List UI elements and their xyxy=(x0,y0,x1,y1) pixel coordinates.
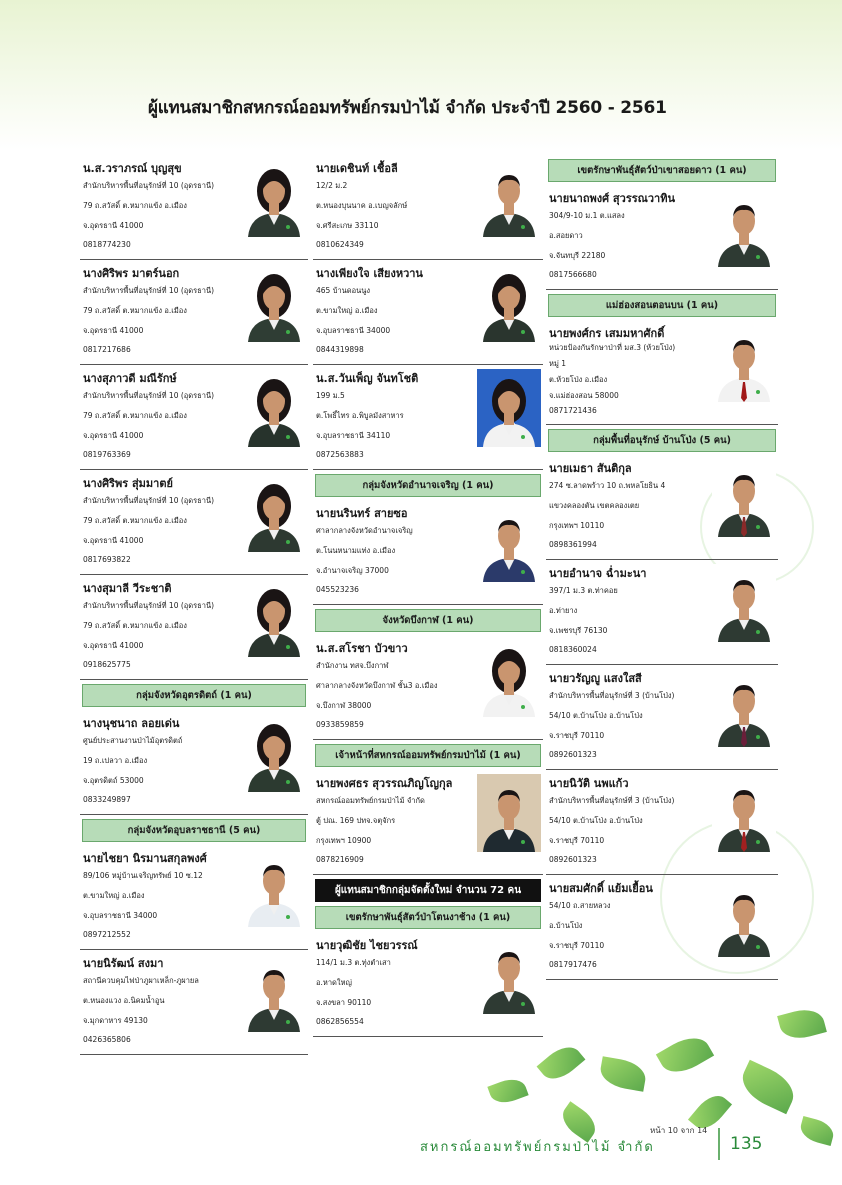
portrait-photo xyxy=(712,324,776,402)
member-phone: 0833249897 xyxy=(83,795,131,804)
portrait-photo xyxy=(712,459,776,537)
member-address-line: 54/10 ถ.สายหลวง xyxy=(549,901,611,910)
member-address-line: อ.สอยดาว xyxy=(549,231,583,240)
section-header: แม่ฮ่องสอนตอนบน (1 คน) xyxy=(548,294,776,317)
member-address-line: อ.หาดใหญ่ xyxy=(316,978,352,987)
member-address-line: สำนักงาน ทสจ.บึงกาฬ xyxy=(316,661,389,670)
decor-leaf xyxy=(487,1075,528,1108)
member-card xyxy=(80,710,308,815)
member-address-line: จ.อุดรธานี 41000 xyxy=(83,641,144,650)
member-address-line: 79 ถ.สวัสดิ์ ต.หมากแข้ง อ.เมือง xyxy=(83,201,187,210)
portrait-photo xyxy=(242,849,306,927)
section-header: เขตรักษาพันธุ์สัตว์ป่าโตนงาช้าง (1 คน) xyxy=(315,906,541,929)
column-left xyxy=(80,155,308,1055)
portrait-photo xyxy=(242,714,306,792)
page-counter: หน้า 10 จาก 14 xyxy=(650,1126,708,1135)
member-card xyxy=(313,155,543,260)
member-address-line: สำนักบริหารพื้นที่อนุรักษ์ที่ 3 (บ้านโป่ง) xyxy=(549,691,675,700)
member-phone: 0817217686 xyxy=(83,345,131,354)
portrait-photo xyxy=(477,936,541,1014)
member-name: นางศิริพร สุ่มมาตย์ xyxy=(83,477,173,490)
member-address-line: จ.อุดรธานี 41000 xyxy=(83,326,144,335)
member-address-line: ต.โนนหนามแท่ง อ.เมือง xyxy=(316,546,396,555)
member-address-line: ศูนย์ประสานงานป่าไม้อุตรดิตถ์ xyxy=(83,736,183,745)
member-card xyxy=(313,932,543,1037)
member-phone: 0878216909 xyxy=(316,855,364,864)
member-phone: 0933859859 xyxy=(316,720,364,729)
column-right xyxy=(546,155,778,980)
member-address-line: จ.บึงกาฬ 38000 xyxy=(316,701,372,710)
footer-org-name: สหกรณ์ออมทรัพย์กรมป่าไม้ จำกัด xyxy=(420,1140,655,1155)
member-name: นายพงศธร สุวรรณภิญโญกุล xyxy=(316,777,453,790)
member-address-line: สำนักบริหารพื้นที่อนุรักษ์ที่ 10 (อุดรธานี) xyxy=(83,391,215,400)
portrait-photo xyxy=(477,504,541,582)
member-address-line: กรุงเทพฯ 10110 xyxy=(549,521,605,530)
member-address-line: 12/2 ม.2 xyxy=(316,181,348,190)
portrait-photo xyxy=(242,474,306,552)
member-name: นายวรัญญู แสงใสสี xyxy=(549,672,642,685)
member-address-line: 304/9-10 ม.1 ต.แสลง xyxy=(549,211,625,220)
member-address-line: จ.ราชบุรี 70110 xyxy=(549,836,605,845)
member-card xyxy=(313,260,543,365)
member-card xyxy=(546,320,778,425)
portrait-photo xyxy=(712,189,776,267)
member-address-line: สถานีควบคุมไฟป่าภูผาเหล็ก-ภูผายล xyxy=(83,976,199,985)
member-address-line: สำนักบริหารพื้นที่อนุรักษ์ที่ 10 (อุดรธานี) xyxy=(83,181,215,190)
member-address-line: 54/10 ต.บ้านโป่ง อ.บ้านโป่ง xyxy=(549,816,643,825)
member-address-line: จ.มุกดาหาร 49130 xyxy=(83,1016,148,1025)
member-address-line: หมู่ 1 xyxy=(549,359,567,368)
section-header: กลุ่มจังหวัดอุตรดิตถ์ (1 คน) xyxy=(82,684,306,707)
member-phone: 0892601323 xyxy=(549,855,597,864)
member-address-line: จ.เพชรบุรี 76130 xyxy=(549,626,608,635)
member-address-line: 114/1 ม.3 ต.ทุ่งตำเสา xyxy=(316,958,391,967)
member-address-line: ต.ห้วยโป่ง อ.เมือง xyxy=(549,375,608,384)
member-address-line: 397/1 ม.3 ต.ท่าคอย xyxy=(549,586,618,595)
member-address-line: จ.ศรีสะเกษ 33110 xyxy=(316,221,379,230)
portrait-photo xyxy=(712,564,776,642)
member-address-line: จ.อุดรธานี 41000 xyxy=(83,536,144,545)
member-name: นายนิรัฒน์ สงมา xyxy=(83,957,164,970)
member-address-line: สำนักบริหารพื้นที่อนุรักษ์ที่ 10 (อุดรธานี) xyxy=(83,496,215,505)
portrait-photo xyxy=(477,639,541,717)
member-card xyxy=(80,950,308,1055)
member-address-line: สำนักบริหารพื้นที่อนุรักษ์ที่ 10 (อุดรธานี) xyxy=(83,601,215,610)
member-phone: 0892601323 xyxy=(549,750,597,759)
member-name: นายสมศักดิ์ แย้มเยื้อน xyxy=(549,882,653,895)
section-header: เขตรักษาพันธุ์สัตว์ป่าเขาสอยดาว (1 คน) xyxy=(548,159,776,182)
member-card xyxy=(313,635,543,740)
member-address-line: จ.อุดรธานี 41000 xyxy=(83,221,144,230)
portrait-photo xyxy=(477,159,541,237)
portrait-photo xyxy=(242,159,306,237)
member-phone: 0810624349 xyxy=(316,240,364,249)
member-name: นายพงศ์กร เสมมหาศักดิ์ xyxy=(549,327,665,340)
portrait-photo xyxy=(477,264,541,342)
section-header: เจ้าหน้าที่สหกรณ์ออมทรัพย์กรมป่าไม้ (1 คน) xyxy=(315,744,541,767)
decor-leaf xyxy=(777,1005,827,1043)
member-address-line: หน่วยป้องกันรักษาป่าที่ มส.3 (ห้วยโป่ง) xyxy=(549,343,676,352)
member-phone: 0918625775 xyxy=(83,660,131,669)
member-phone: 0844319898 xyxy=(316,345,364,354)
member-address-line: ศาลากลางจังหวัดบึงกาฬ ชั้น3 อ.เมือง xyxy=(316,681,438,690)
page-number: 135 xyxy=(730,1134,763,1154)
member-name: น.ส.วราภรณ์ บุญสุข xyxy=(83,162,182,175)
decor-leaf xyxy=(798,1116,837,1146)
member-name: นายนิวัติ นพแก้ว xyxy=(549,777,629,790)
portrait-photo xyxy=(242,369,306,447)
portrait-photo xyxy=(242,579,306,657)
member-name: นางสุมาลี วีระชาติ xyxy=(83,582,172,595)
section-header: กลุ่มจังหวัดอุบลราชธานี (5 คน) xyxy=(82,819,306,842)
member-phone: 045523236 xyxy=(316,585,359,594)
member-phone: 0426365806 xyxy=(83,1035,131,1044)
member-address-line: 465 บ้านดอนนูง xyxy=(316,286,371,295)
member-address-line: สำนักบริหารพื้นที่อนุรักษ์ที่ 10 (อุดรธานี) xyxy=(83,286,215,295)
member-name: น.ส.สโรชา บัวขาว xyxy=(316,642,408,655)
member-address-line: ต.ขามใหญ่ อ.เมือง xyxy=(316,306,378,315)
portrait-photo xyxy=(477,369,541,447)
member-address-line: 79 ถ.สวัสดิ์ ต.หมากแข้ง อ.เมือง xyxy=(83,621,187,630)
member-name: นางนุชนาถ ลอยเด่น xyxy=(83,717,180,730)
member-address-line: สำนักบริหารพื้นที่อนุรักษ์ที่ 3 (บ้านโป่ง) xyxy=(549,796,675,805)
member-phone: 0819763369 xyxy=(83,450,131,459)
section-header: ผู้แทนสมาชิกกลุ่มจัดตั้งใหม่ จำนวน 72 คน xyxy=(315,879,541,902)
member-address-line: สหกรณ์ออมทรัพย์กรมป่าไม้ จำกัด xyxy=(316,796,425,805)
member-address-line: จ.ราชบุรี 70110 xyxy=(549,731,605,740)
member-address-line: กรุงเทพฯ 10900 xyxy=(316,836,372,845)
member-address-line: อ.ท่ายาง xyxy=(549,606,578,615)
member-address-line: จ.อุบลราชธานี 34000 xyxy=(83,911,158,920)
member-phone: 0897212552 xyxy=(83,930,131,939)
member-address-line: จ.อุดรธานี 41000 xyxy=(83,431,144,440)
member-address-line: แขวงคลองตัน เขตคลองเตย xyxy=(549,501,640,510)
member-name: นายอำนาจ ฉ่ำมะนา xyxy=(549,567,647,580)
column-middle xyxy=(313,155,543,1037)
decor-leaf xyxy=(656,1030,714,1081)
member-phone: 0872563883 xyxy=(316,450,364,459)
member-phone: 0818774230 xyxy=(83,240,131,249)
member-address-line: ต.หนองแวง อ.นิคมน้ำอูน xyxy=(83,996,165,1005)
member-name: นางศิริพร มาตร์นอก xyxy=(83,267,180,280)
member-address-line: ต.หนองบุนนาค อ.เบญจลักษ์ xyxy=(316,201,408,210)
member-address-line: 19 ถ.เปลวา อ.เมือง xyxy=(83,756,148,765)
portrait-photo xyxy=(242,264,306,342)
member-address-line: 79 ถ.สวัสดิ์ ต.หมากแข้ง อ.เมือง xyxy=(83,306,187,315)
member-phone: 0862856554 xyxy=(316,1017,364,1026)
portrait-photo xyxy=(712,879,776,957)
member-address-line: จ.อุบลราชธานี 34000 xyxy=(316,326,391,335)
member-address-line: อ.บ้านโป่ง xyxy=(549,921,583,930)
portrait-photo xyxy=(477,774,541,852)
page-title: ผู้แทนสมาชิกสหกรณ์ออมทรัพย์กรมป่าไม้ จำกัด ประจำปี 2560 - 2561 xyxy=(148,98,667,118)
member-card xyxy=(546,665,778,770)
member-address-line: 89/106 หมู่บ้านเจริญทรัพย์ 10 ซ.12 xyxy=(83,871,203,880)
member-name: นางสุภาวดี มณีรักษ์ xyxy=(83,372,177,385)
member-name: นางเพียงใจ เสียงหวาน xyxy=(316,267,423,280)
member-name: นายเดชินท์ เชื้อลี xyxy=(316,162,398,175)
member-address-line: จ.อุบลราชธานี 34110 xyxy=(316,431,391,440)
section-header: กลุ่มจังหวัดอำนาจเจริญ (1 คน) xyxy=(315,474,541,497)
member-phone: 0898361994 xyxy=(549,540,597,549)
member-address-line: จ.ราชบุรี 70110 xyxy=(549,941,605,950)
member-phone: 0818360024 xyxy=(549,645,597,654)
member-name: นายนรินทร์ สายซอ xyxy=(316,507,408,520)
decor-leaf xyxy=(537,1040,586,1087)
member-address-line: ศาลากลางจังหวัดอำนาจเจริญ xyxy=(316,526,413,535)
member-card xyxy=(546,770,778,875)
member-card xyxy=(546,875,778,980)
member-card xyxy=(80,845,308,950)
member-address-line: 79 ถ.สวัสดิ์ ต.หมากแข้ง อ.เมือง xyxy=(83,411,187,420)
member-address-line: จ.อุตรดิตถ์ 53000 xyxy=(83,776,144,785)
member-card xyxy=(80,365,308,470)
member-card xyxy=(80,470,308,575)
portrait-photo xyxy=(242,954,306,1032)
member-card xyxy=(546,455,778,560)
member-phone: 0817566680 xyxy=(549,270,597,279)
portrait-photo xyxy=(712,669,776,747)
member-card xyxy=(80,155,308,260)
member-card xyxy=(80,260,308,365)
member-card xyxy=(313,770,543,875)
member-name: น.ส.วันเพ็ญ จันทโชติ xyxy=(316,372,419,385)
member-address-line: 54/10 ต.บ้านโป่ง อ.บ้านโป่ง xyxy=(549,711,643,720)
member-phone: 0817693822 xyxy=(83,555,131,564)
member-phone: 0817917476 xyxy=(549,960,597,969)
member-address-line: 79 ถ.สวัสดิ์ ต.หมากแข้ง อ.เมือง xyxy=(83,516,187,525)
section-header: จังหวัดบึงกาฬ (1 คน) xyxy=(315,609,541,632)
member-phone: 0871721436 xyxy=(549,406,597,415)
member-card xyxy=(313,500,543,605)
member-address-line: 199 ม.5 xyxy=(316,391,345,400)
member-address-line: จ.แม่ฮ่องสอน 58000 xyxy=(549,391,619,400)
member-address-line: ต.โพธิ์ไทร อ.พิบูลมังสาหาร xyxy=(316,411,404,420)
member-address-line: ตู้ ปณ. 169 ปทจ.จตุจักร xyxy=(316,816,396,825)
member-name: นายเมธา สันติกุล xyxy=(549,462,632,475)
decor-leaf xyxy=(598,1056,648,1092)
footer-divider xyxy=(718,1128,720,1160)
member-card xyxy=(546,185,778,290)
member-name: นายนาถพงศ์ สุวรรณวาทิน xyxy=(549,192,675,205)
member-card xyxy=(313,365,543,470)
decor-leaf xyxy=(735,1060,800,1114)
member-card xyxy=(80,575,308,680)
member-address-line: จ.อำนาจเจริญ 37000 xyxy=(316,566,389,575)
section-header: กลุ่มพื้นที่อนุรักษ์ บ้านโป่ง (5 คน) xyxy=(548,429,776,452)
member-address-line: ต.ขามใหญ่ อ.เมือง xyxy=(83,891,145,900)
member-address-line: จ.จันทบุรี 22180 xyxy=(549,251,606,260)
member-address-line: 274 ซ.ลาดพร้าว 10 ถ.พหลโยธิน 4 xyxy=(549,481,666,490)
member-name: นายไชยา นิรมานสกุลพงศ์ xyxy=(83,852,207,865)
portrait-photo xyxy=(712,774,776,852)
member-address-line: จ.สงขลา 90110 xyxy=(316,998,372,1007)
member-card xyxy=(546,560,778,665)
member-name: นายวุฒิชัย ไชยวรรณ์ xyxy=(316,939,418,952)
